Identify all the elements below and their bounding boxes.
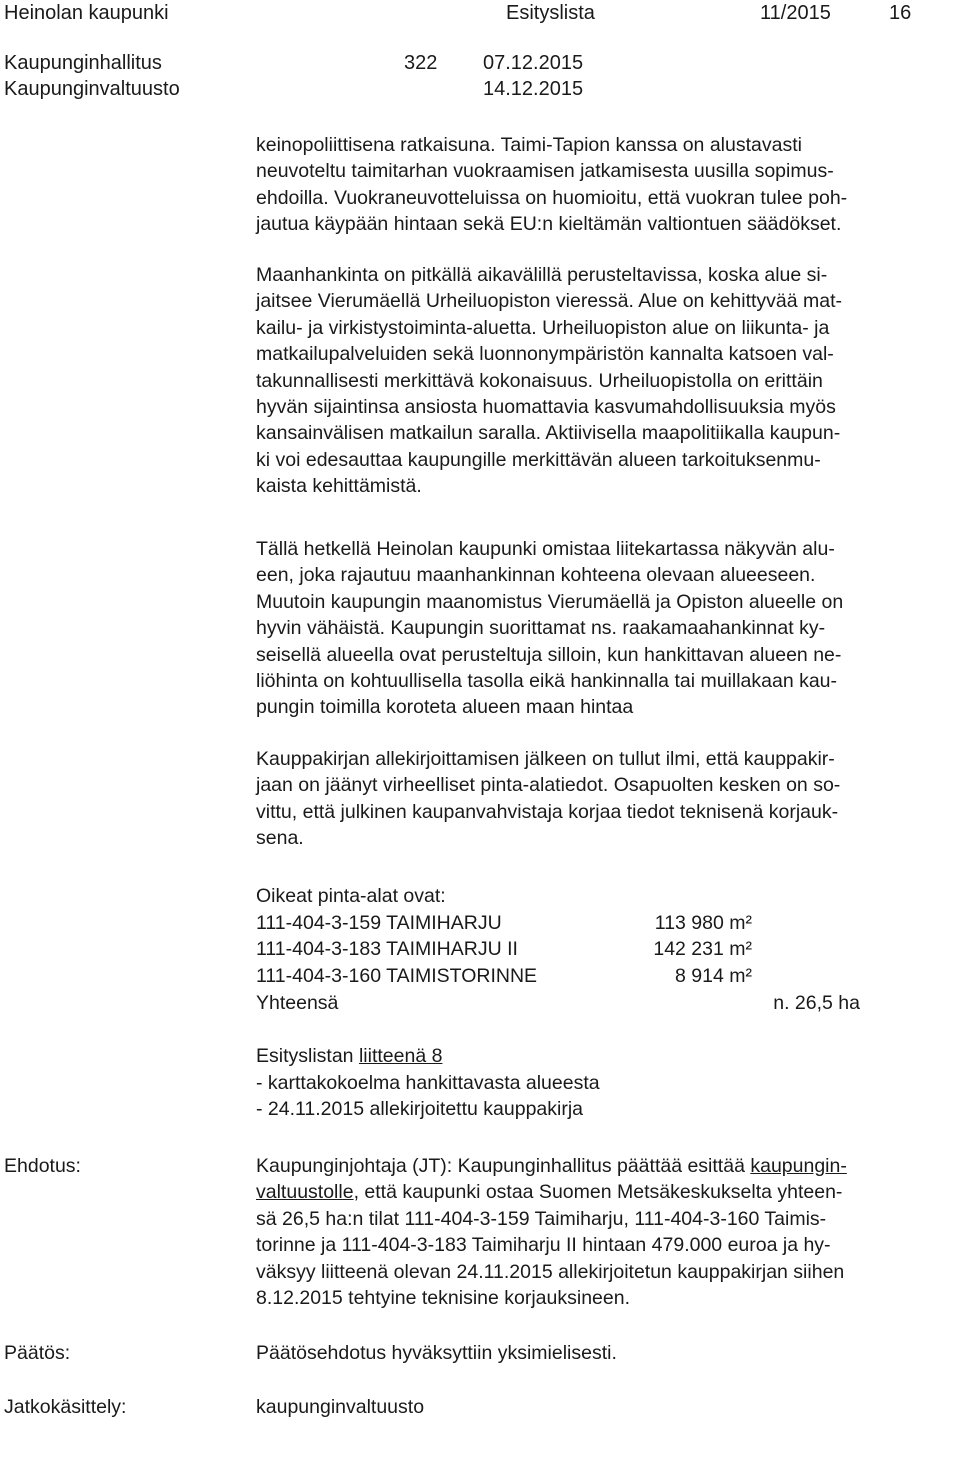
paragraph-line: neuvoteltu taimitarhan vuokraamisen jatkamisesta uusilla sopimus- [256, 160, 834, 183]
attachments-line [256, 1043, 442, 1069]
paragraph-line: väksyy liitteenä olevan 24.11.2015 allekirjoitetun kauppakirjan siihen [256, 1260, 845, 1283]
paragraph-line: jaitsee Vierumäellä Urheiluopiston vieressä. Alue on kehittyvää mat- [256, 290, 843, 313]
area-value: 113 980 m² [654, 912, 752, 934]
area-value: 142 231 m² [653, 938, 752, 960]
header-body2: Kaupunginvaltuusto [4, 78, 180, 100]
paragraph-line: keinopoliittisena ratkaisuna. Taimi-Tapion kanssa on alustavasti [256, 134, 802, 156]
paragraph-line: vittu, että julkinen kaupanvahvistaja korjaa tiedot teknisenä korjauk- [256, 800, 839, 823]
paragraph-line: jaan on jäänyt virheelliset pinta-alatiedot. Osapuolten kesken on so- [256, 774, 841, 797]
followup-label: Jatkokäsittely: [4, 1396, 127, 1418]
paragraph-line: Kauppakirjan allekirjoittamisen jälkeen on tullut ilmi, että kauppakir- [256, 748, 835, 770]
paragraph-line: sä 26,5 ha:n tilat 111-404-3-159 Taimiharju, 111-404-3-160 Taimis- [256, 1207, 827, 1230]
paragraph-line: ki voi edesauttaa kaupungille merkittävän alueen tarkoituksenmu- [256, 448, 821, 471]
attachment-item: - karttakokoelma hankittavasta alueesta [256, 1072, 600, 1094]
paragraph-line: Tällä hetkellä Heinolan kaupunki omistaa liitekartassa näkyvän alu- [256, 538, 835, 560]
paragraph-line: jautua käypään hintaan sekä EU:n kieltämän valtiontuen säädökset. [256, 213, 842, 236]
header-issue: 11/2015 [760, 2, 831, 24]
header-date2: 14.12.2015 [483, 78, 584, 100]
header-doc-type: Esityslista [506, 2, 595, 24]
paragraph-line: ehdoilla. Vuokraneuvotteluissa on huomioitu, että vuokran tulee poh- [256, 186, 848, 209]
paragraph-3 [256, 536, 956, 721]
followup-text: kaupunginvaltuusto [256, 1396, 425, 1418]
paragraph-line [256, 1153, 956, 1179]
header-body1: Kaupunginhallitus [4, 52, 162, 74]
paragraph-line: liöhinta on kohtuullisella tasolla eikä hankinnalla tai muillakaan kau- [256, 670, 838, 693]
header-city: Heinolan kaupunki [4, 2, 169, 24]
paragraph-line: 8.12.2015 tehtyine teknisine korjauksineen. [256, 1287, 631, 1310]
paragraph-line: hyvän sijaintinsa ansiosta huomattavia kasvumahdollisuuksia myös [256, 396, 836, 419]
paragraph-2 [256, 262, 956, 500]
paragraph-line: seisellä alueella ovat perusteltuja silloin, kun hankittavan alueen ne- [256, 643, 842, 666]
paragraph-line: een, joka rajautuu maanhankinnan kohteena olevaan alueeseen. [256, 564, 816, 587]
area-total-label: Yhteensä [256, 992, 339, 1014]
decision-text: Päätösehdotus hyväksyttiin yksimielisesti. [256, 1342, 617, 1364]
council-link-cont[interactable]: valtuustolle [256, 1181, 354, 1204]
paragraph-line: Maanhankinta on pitkällä aikavälillä perusteltavissa, koska alue si- [256, 264, 828, 286]
decision-label: Päätös: [4, 1342, 71, 1364]
paragraph-line: kailu- ja virkistystoiminta-aluetta. Urheiluopiston alue on liikunta- ja [256, 316, 830, 339]
paragraph-line: kaista kehittämistä. [256, 475, 422, 498]
proposal-text-part: Kaupunginjohtaja (JT): Kaupunginhallitus päättää esittää [256, 1155, 751, 1177]
header-date1: 07.12.2015 [483, 52, 584, 74]
area-code: 111-404-3-160 TAIMISTORINNE [256, 965, 538, 987]
paragraph-line: pungin toimilla koroteta alueen maan hintaa [256, 696, 634, 719]
council-link[interactable]: kaupungin- [750, 1155, 847, 1177]
area-code: 111-404-3-183 TAIMIHARJU II [256, 938, 518, 960]
paragraph-1 [256, 132, 956, 238]
paragraph-line: Muutoin kaupungin maanomistus Vierumäellä ja Opiston alueelle on [256, 590, 844, 613]
header-section: 322 [404, 52, 438, 74]
paragraph-line: takunnallisesti merkittävä kokonaisuus. Urheiluopistolla on erittäin [256, 369, 823, 392]
proposal-text-part: , että kaupunki ostaa Suomen Metsäkeskukselta yhteen- [353, 1181, 843, 1204]
area-total-value: n. 26,5 ha [773, 992, 860, 1014]
header-page-number: 16 [889, 2, 912, 24]
paragraph-line: sena. [256, 827, 304, 850]
area-value: 8 914 m² [675, 965, 752, 987]
paragraph-line [256, 1179, 956, 1205]
attachments-intro: Esityslistan [256, 1045, 359, 1067]
proposal-label: Ehdotus: [4, 1155, 81, 1177]
attachment-link[interactable]: liitteenä 8 [358, 1045, 443, 1067]
paragraph-4 [256, 746, 956, 852]
paragraph-line: kansainvälisen matkailun saralla. Aktiivisella maapolitiikalla kaupun- [256, 422, 841, 445]
proposal-text [256, 1153, 956, 1311]
paragraph-line: matkailupalveluiden sekä luonnonympäristön kannalta katsoen val- [256, 343, 834, 366]
areas-heading: Oikeat pinta-alat ovat: [256, 885, 446, 907]
paragraph-line: torinne ja 111-404-3-183 Taimiharju II hintaan 479.000 euroa ja hy- [256, 1234, 831, 1257]
area-code: 111-404-3-159 TAIMIHARJU [256, 912, 502, 934]
paragraph-line: hyvin vähäistä. Kaupungin suorittamat ns. raakamaahankinnat ky- [256, 617, 826, 640]
attachment-item: - 24.11.2015 allekirjoitettu kauppakirja [256, 1098, 584, 1120]
